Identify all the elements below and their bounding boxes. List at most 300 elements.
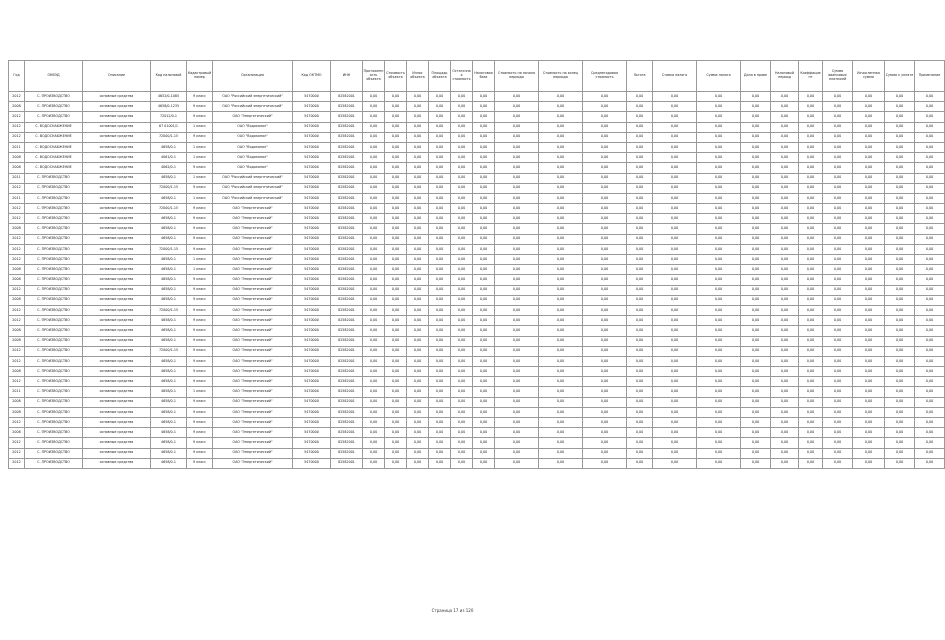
- table-cell: 0,00: [885, 346, 915, 356]
- table-cell: 0,00: [473, 255, 495, 265]
- table-cell: 9 класс: [187, 102, 213, 112]
- table-cell: основные средства: [83, 183, 151, 193]
- table-cell: 0,00: [363, 418, 385, 428]
- table-cell: 0,00: [697, 153, 741, 163]
- table-cell: 0,00: [363, 377, 385, 387]
- table-cell: 0,00: [697, 92, 741, 102]
- table-cell: С. ВОДОСНАБЖЕНИЕ: [25, 163, 83, 173]
- table-cell: 5470000: [293, 173, 331, 183]
- table-cell: 0,00: [407, 92, 429, 102]
- table-cell: ОАО "Российский энергетический": [213, 183, 293, 193]
- table-cell: 5470000: [293, 438, 331, 448]
- table-cell: 0,00: [915, 132, 945, 142]
- table-cell: 0,00: [495, 295, 539, 305]
- table-cell: 0,00: [653, 224, 697, 234]
- table-cell: 0,00: [385, 387, 407, 397]
- table-cell: 0,00: [385, 316, 407, 326]
- table-cell: 0,00: [885, 387, 915, 397]
- table-cell: 5470000: [293, 458, 331, 468]
- table-cell: 0,00: [429, 367, 451, 377]
- table-cell: 2011: [9, 173, 25, 183]
- table-cell: 0,00: [771, 387, 799, 397]
- table-cell: 0,00: [407, 122, 429, 132]
- table-cell: 0,00: [823, 367, 853, 377]
- table-cell: 0,00: [385, 275, 407, 285]
- table-cell: 0,00: [407, 214, 429, 224]
- table-cell: 5470000: [293, 132, 331, 142]
- table-cell: ОАО "Энергетический": [213, 387, 293, 397]
- table-cell: 0,00: [429, 285, 451, 295]
- table-cell: 0,00: [451, 142, 473, 152]
- table-cell: 2008: [9, 428, 25, 438]
- table-cell: 9 класс: [187, 407, 213, 417]
- table-cell: 0,00: [583, 377, 627, 387]
- table-cell: 0,00: [451, 112, 473, 122]
- table-cell: 0,00: [653, 234, 697, 244]
- table-cell: 0,00: [539, 305, 583, 315]
- table-cell: 0,00: [853, 275, 885, 285]
- table-cell: 9 класс: [187, 458, 213, 468]
- table-cell: 0,00: [653, 367, 697, 377]
- table-cell: 9 класс: [187, 112, 213, 122]
- table-cell: 0,00: [915, 418, 945, 428]
- table-cell: 0,00: [823, 142, 853, 152]
- table-cell: 2012: [9, 214, 25, 224]
- table-cell: 0,00: [473, 458, 495, 468]
- table-cell: ОАО "Энергетический": [213, 265, 293, 275]
- table-cell: 0,00: [741, 407, 771, 417]
- table-cell: 0,00: [539, 387, 583, 397]
- table-cell: 2011: [9, 193, 25, 203]
- table-cell: 9 класс: [187, 377, 213, 387]
- table-cell: 0,00: [407, 173, 429, 183]
- table-cell: 0,00: [407, 316, 429, 326]
- table-cell: ОАО "Энергетический": [213, 397, 293, 407]
- table-cell: 0,00: [697, 387, 741, 397]
- table-cell: 0,00: [429, 112, 451, 122]
- table-cell: 0,00: [473, 295, 495, 305]
- table-cell: 0,00: [473, 305, 495, 315]
- table-cell: 0,00: [823, 92, 853, 102]
- table-cell: 0,00: [771, 448, 799, 458]
- table-header-row: [9, 61, 945, 92]
- table-cell: основные средства: [83, 326, 151, 336]
- table-row: [9, 407, 945, 417]
- table-cell: 0,00: [627, 153, 653, 163]
- table-cell: 0,00: [823, 418, 853, 428]
- table-cell: 0,00: [853, 183, 885, 193]
- table-cell: 0,00: [853, 418, 885, 428]
- table-cell: 4658/0-1: [151, 214, 187, 224]
- table-cell: 0,00: [583, 112, 627, 122]
- table-cell: 2012: [9, 122, 25, 132]
- table-cell: 0,00: [385, 367, 407, 377]
- table-cell: 82582001: [331, 438, 363, 448]
- table-cell: 0,00: [539, 92, 583, 102]
- table-cell: 0,00: [823, 214, 853, 224]
- table-cell: 0,00: [697, 173, 741, 183]
- table-cell: 4652/0-1085: [151, 92, 187, 102]
- table-cell: основные средства: [83, 418, 151, 428]
- table-cell: 0,00: [915, 224, 945, 234]
- table-cell: 0,00: [653, 438, 697, 448]
- table-cell: 0,00: [583, 163, 627, 173]
- table-cell: 0,00: [915, 193, 945, 203]
- table-cell: 0,00: [363, 326, 385, 336]
- table-cell: 0,00: [823, 326, 853, 336]
- table-cell: 0,00: [799, 255, 823, 265]
- table-cell: 0,00: [539, 142, 583, 152]
- table-cell: 0,00: [385, 193, 407, 203]
- table-cell: ОАО "Российский энергетический": [213, 173, 293, 183]
- table-cell: 0,00: [429, 102, 451, 112]
- table-cell: С. ПРОИЗВОДСТВО: [25, 448, 83, 458]
- table-cell: 0,00: [473, 407, 495, 417]
- table-cell: 0,00: [385, 336, 407, 346]
- table-cell: 0,00: [495, 92, 539, 102]
- table-cell: 5470000: [293, 387, 331, 397]
- table-cell: 0,00: [885, 102, 915, 112]
- table-cell: С. ПРОИЗВОДСТВО: [25, 244, 83, 254]
- table-row: [9, 234, 945, 244]
- table-cell: 0,00: [771, 204, 799, 214]
- table-cell: 0,00: [853, 163, 885, 173]
- table-cell: 0,00: [823, 397, 853, 407]
- table-cell: 0,00: [627, 428, 653, 438]
- table-cell: 0,00: [853, 397, 885, 407]
- table-cell: 0,00: [407, 193, 429, 203]
- table-cell: 0,00: [429, 234, 451, 244]
- table-cell: 0,00: [473, 214, 495, 224]
- table-cell: 0,00: [771, 356, 799, 366]
- table-cell: 0,00: [451, 275, 473, 285]
- column-header: Стоимость на начало периода: [495, 61, 539, 92]
- table-cell: 0,00: [539, 193, 583, 203]
- table-cell: 0,00: [583, 142, 627, 152]
- table-cell: 0,00: [853, 458, 885, 468]
- table-cell: С. ПРОИЗВОДСТВО: [25, 428, 83, 438]
- table-body: [9, 92, 945, 469]
- table-cell: основные средства: [83, 295, 151, 305]
- table-cell: 2008: [9, 224, 25, 234]
- table-cell: 0,00: [771, 377, 799, 387]
- table-cell: 0,00: [885, 92, 915, 102]
- table-cell: 0,00: [741, 142, 771, 152]
- table-cell: 0,00: [697, 275, 741, 285]
- table-cell: 0,00: [539, 214, 583, 224]
- table-cell: основные средства: [83, 336, 151, 346]
- table-cell: 0,00: [451, 326, 473, 336]
- table-cell: С. ПРОИЗВОДСТВО: [25, 173, 83, 183]
- table-cell: 5470000: [293, 295, 331, 305]
- table-cell: ОАО "Энергетический": [213, 255, 293, 265]
- table-cell: 0,00: [741, 367, 771, 377]
- table-cell: 0,00: [799, 244, 823, 254]
- column-header: Код налоговой: [151, 61, 187, 92]
- table-cell: 0,00: [741, 112, 771, 122]
- table-cell: 0,00: [853, 102, 885, 112]
- table-cell: основные средства: [83, 193, 151, 203]
- table-cell: 82582001: [331, 458, 363, 468]
- table-cell: 0,00: [583, 204, 627, 214]
- table-cell: 0,00: [697, 183, 741, 193]
- table-cell: 0,00: [653, 265, 697, 275]
- table-cell: 0,00: [429, 173, 451, 183]
- table-cell: 0,00: [697, 102, 741, 112]
- table-cell: 0,00: [583, 326, 627, 336]
- table-cell: 0,00: [915, 244, 945, 254]
- table-cell: 0,00: [853, 224, 885, 234]
- table-cell: основные средства: [83, 285, 151, 295]
- table-cell: ОАО "Водоканал": [213, 163, 293, 173]
- table-cell: С. ПРОИЗВОДСТВО: [25, 377, 83, 387]
- table-cell: 0,00: [385, 285, 407, 295]
- table-cell: ОАО "Энергетический": [213, 418, 293, 428]
- column-header: Площадь объекта: [429, 61, 451, 92]
- table-cell: 0,00: [915, 112, 945, 122]
- table-cell: С. ПРОИЗВОДСТВО: [25, 224, 83, 234]
- table-cell: 0,00: [429, 377, 451, 387]
- table-cell: 0,00: [697, 356, 741, 366]
- table-cell: 0,00: [385, 407, 407, 417]
- table-cell: ОАО "Энергетический": [213, 448, 293, 458]
- table-cell: 0,00: [799, 295, 823, 305]
- table-cell: 0,00: [853, 142, 885, 152]
- table-cell: 0,00: [627, 224, 653, 234]
- document-sheet: [8, 60, 941, 469]
- table-cell: 0,00: [495, 397, 539, 407]
- table-cell: ОАО "Водоканал": [213, 132, 293, 142]
- table-cell: 0,00: [741, 316, 771, 326]
- table-cell: 9 класс: [187, 428, 213, 438]
- table-cell: 0,00: [627, 285, 653, 295]
- table-cell: 0,00: [799, 316, 823, 326]
- table-cell: 0,00: [539, 173, 583, 183]
- table-cell: 0,00: [451, 418, 473, 428]
- table-cell: 0,00: [583, 132, 627, 142]
- table-cell: 9 класс: [187, 132, 213, 142]
- table-cell: 0,00: [451, 458, 473, 468]
- table-cell: 0,00: [429, 428, 451, 438]
- table-cell: 0,00: [653, 102, 697, 112]
- table-cell: 0,00: [363, 193, 385, 203]
- table-cell: 0,00: [697, 438, 741, 448]
- table-cell: 0,00: [823, 458, 853, 468]
- table-cell: ОАО "Водоканал": [213, 122, 293, 132]
- table-cell: 0,00: [539, 448, 583, 458]
- table-cell: 0,00: [741, 458, 771, 468]
- table-cell: 5470000: [293, 92, 331, 102]
- table-cell: 0,00: [385, 244, 407, 254]
- table-cell: 82582001: [331, 153, 363, 163]
- table-cell: 0,00: [853, 244, 885, 254]
- table-cell: 0,00: [823, 346, 853, 356]
- table-cell: 82582001: [331, 92, 363, 102]
- table-cell: ОАО "Российский энергетический": [213, 193, 293, 203]
- table-cell: 4062/0-1: [151, 163, 187, 173]
- table-cell: 0,00: [697, 255, 741, 265]
- table-cell: С. ПРОИЗВОДСТВО: [25, 336, 83, 346]
- table-cell: 4658/0-1: [151, 407, 187, 417]
- table-cell: ОАО "Энергетический": [213, 275, 293, 285]
- table-cell: 0,00: [853, 438, 885, 448]
- table-cell: 0,00: [653, 183, 697, 193]
- table-cell: 0,00: [451, 92, 473, 102]
- table-cell: 0,00: [407, 326, 429, 336]
- table-cell: 0,00: [885, 448, 915, 458]
- table-cell: 0,00: [407, 428, 429, 438]
- table-cell: 0,00: [451, 234, 473, 244]
- table-cell: 0,00: [539, 265, 583, 275]
- table-cell: 0,00: [363, 275, 385, 285]
- table-cell: 0,00: [771, 275, 799, 285]
- table-cell: 0,00: [363, 346, 385, 356]
- table-cell: 5470000: [293, 204, 331, 214]
- table-cell: 0,00: [473, 397, 495, 407]
- table-cell: 0,00: [771, 183, 799, 193]
- table-cell: основные средства: [83, 142, 151, 152]
- table-cell: 0,00: [385, 326, 407, 336]
- table-cell: 0,00: [627, 142, 653, 152]
- table-cell: 0,00: [771, 132, 799, 142]
- table-cell: 0,00: [539, 102, 583, 112]
- table-cell: 0,00: [771, 418, 799, 428]
- table-cell: 0,00: [653, 356, 697, 366]
- table-cell: 0,00: [823, 265, 853, 275]
- table-cell: 82582001: [331, 255, 363, 265]
- table-cell: 5470000: [293, 316, 331, 326]
- table-cell: 0,00: [385, 122, 407, 132]
- table-cell: 0,00: [451, 346, 473, 356]
- table-cell: 9 класс: [187, 305, 213, 315]
- table-cell: основные средства: [83, 316, 151, 326]
- table-cell: 9 класс: [187, 316, 213, 326]
- table-cell: 0,00: [407, 102, 429, 112]
- table-cell: 0,00: [495, 234, 539, 244]
- table-cell: 0,00: [429, 336, 451, 346]
- table-cell: 0,00: [741, 356, 771, 366]
- table-cell: С. ПРОИЗВОДСТВО: [25, 285, 83, 295]
- table-cell: 0,00: [697, 244, 741, 254]
- table-cell: 0,00: [771, 407, 799, 417]
- table-cell: 0,00: [495, 244, 539, 254]
- table-cell: 0,00: [495, 448, 539, 458]
- data-table: [8, 60, 945, 469]
- table-row: [9, 428, 945, 438]
- table-cell: 0,00: [799, 183, 823, 193]
- table-cell: 0,00: [539, 295, 583, 305]
- table-row: [9, 204, 945, 214]
- table-cell: 4658/0-1: [151, 448, 187, 458]
- table-cell: 0,00: [583, 336, 627, 346]
- table-cell: С. ПРОИЗВОДСТВО: [25, 356, 83, 366]
- table-cell: 0,00: [363, 316, 385, 326]
- table-cell: 0,00: [853, 132, 885, 142]
- table-cell: 0,00: [363, 244, 385, 254]
- table-cell: 0,00: [627, 244, 653, 254]
- table-cell: 0,00: [915, 275, 945, 285]
- table-cell: основные средства: [83, 346, 151, 356]
- table-cell: 0,00: [495, 418, 539, 428]
- table-cell: 0,00: [407, 204, 429, 214]
- table-row: [9, 255, 945, 265]
- table-cell: 0,00: [771, 224, 799, 234]
- table-cell: 0,00: [363, 92, 385, 102]
- table-cell: 82582001: [331, 316, 363, 326]
- table-cell: 0,00: [741, 285, 771, 295]
- table-cell: 82582001: [331, 285, 363, 295]
- table-cell: 5470000: [293, 112, 331, 122]
- table-cell: 4658/0-1: [151, 367, 187, 377]
- table-cell: 0,00: [363, 255, 385, 265]
- table-cell: 0,00: [799, 448, 823, 458]
- table-cell: основные средства: [83, 173, 151, 183]
- table-cell: 0,00: [799, 153, 823, 163]
- table-cell: С. ПРОИЗВОДСТВО: [25, 193, 83, 203]
- table-cell: основные средства: [83, 407, 151, 417]
- table-cell: основные средства: [83, 305, 151, 315]
- table-cell: 0,00: [885, 153, 915, 163]
- table-cell: 0,00: [697, 234, 741, 244]
- table-cell: 0,00: [653, 163, 697, 173]
- table-row: [9, 377, 945, 387]
- table-cell: 0,00: [385, 377, 407, 387]
- table-cell: 0,00: [473, 438, 495, 448]
- table-cell: 4658/0-1: [151, 377, 187, 387]
- table-cell: 0,00: [429, 305, 451, 315]
- table-cell: 0,00: [407, 183, 429, 193]
- table-cell: 0,00: [451, 305, 473, 315]
- table-cell: 0,00: [741, 336, 771, 346]
- table-cell: ОАО "Энергетический": [213, 214, 293, 224]
- table-cell: 0,00: [539, 153, 583, 163]
- table-cell: 0,00: [853, 428, 885, 438]
- table-cell: 0,00: [429, 224, 451, 234]
- table-cell: 0,00: [473, 204, 495, 214]
- table-cell: 0,00: [799, 224, 823, 234]
- table-cell: 2012: [9, 438, 25, 448]
- table-cell: 0,00: [495, 387, 539, 397]
- table-row: [9, 214, 945, 224]
- table-cell: 5470000: [293, 193, 331, 203]
- column-header: Стоимость объекта: [385, 61, 407, 92]
- table-cell: 0,00: [697, 397, 741, 407]
- table-cell: 0,00: [407, 336, 429, 346]
- table-cell: 0,00: [473, 285, 495, 295]
- table-cell: 0,00: [539, 367, 583, 377]
- table-cell: 0,00: [653, 112, 697, 122]
- table-cell: 0,00: [385, 214, 407, 224]
- table-cell: 0,00: [407, 224, 429, 234]
- table-cell: 2012: [9, 112, 25, 122]
- table-row: [9, 326, 945, 336]
- table-cell: 0,00: [915, 458, 945, 468]
- table-cell: 4658/0-1: [151, 173, 187, 183]
- table-cell: 0,00: [823, 295, 853, 305]
- table-cell: 0,00: [385, 102, 407, 112]
- table-cell: 4658/0-1: [151, 193, 187, 203]
- table-cell: 0,00: [799, 163, 823, 173]
- table-cell: 9 класс: [187, 448, 213, 458]
- table-cell: 0,00: [771, 438, 799, 448]
- table-cell: 0,00: [799, 387, 823, 397]
- table-cell: 0,00: [539, 224, 583, 234]
- table-cell: 5470000: [293, 275, 331, 285]
- table-cell: 0,00: [697, 295, 741, 305]
- table-cell: ОАО "Энергетический": [213, 204, 293, 214]
- table-cell: 0,00: [429, 387, 451, 397]
- table-cell: 0,00: [885, 305, 915, 315]
